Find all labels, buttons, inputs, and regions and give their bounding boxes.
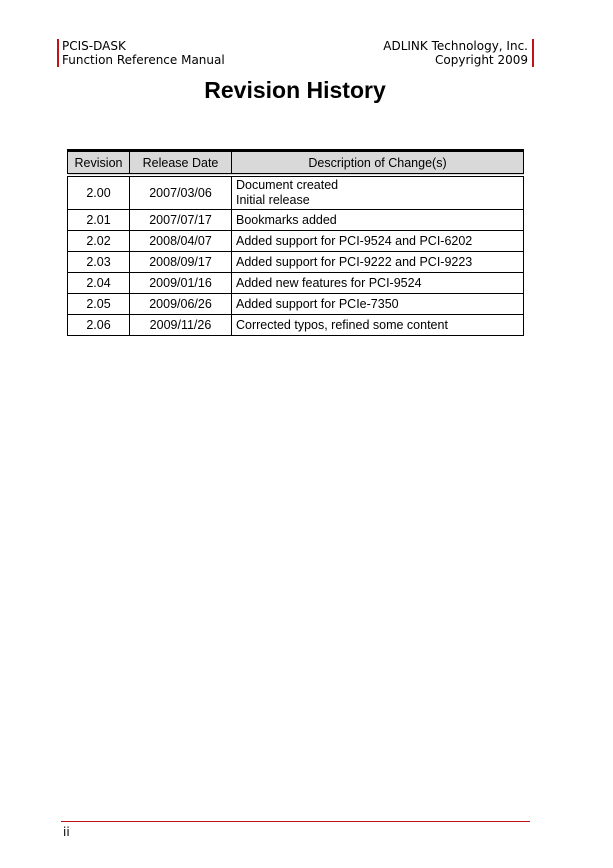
page-number: ii (63, 825, 70, 839)
table-row (68, 273, 524, 294)
description-cell: Added support for PCIe-7350 (232, 294, 524, 315)
footer-divider (61, 821, 530, 822)
revision-cell: 2.01 (68, 210, 130, 231)
table-row (68, 252, 524, 273)
column-header-revision: Revision (68, 151, 130, 176)
column-header-release-date: Release Date (130, 151, 232, 176)
date-cell: 2009/01/16 (130, 273, 232, 294)
product-name: PCIS-DASK (62, 39, 126, 53)
description-line: Document created (236, 178, 339, 192)
revision-table-container (67, 149, 524, 336)
company-name: ADLINK Technology, Inc. (383, 39, 528, 53)
date-cell: 2009/11/26 (130, 315, 232, 336)
description-cell: Added new features for PCI-9524 (232, 273, 524, 294)
table-row (68, 294, 524, 315)
revision-cell: 2.03 (68, 252, 130, 273)
description-cell: Corrected typos, refined some content (232, 315, 524, 336)
table-row (68, 315, 524, 336)
revision-cell: 2.00 (68, 175, 130, 210)
revision-cell: 2.04 (68, 273, 130, 294)
column-header-description: Description of Change(s) (232, 151, 524, 176)
date-cell: 2009/06/26 (130, 294, 232, 315)
date-cell: 2007/03/06 (130, 175, 232, 210)
revision-cell: 2.06 (68, 315, 130, 336)
description-cell (232, 175, 524, 210)
table-row (68, 210, 524, 231)
date-cell: 2007/07/17 (130, 210, 232, 231)
revision-table (67, 149, 524, 336)
table-row (68, 175, 524, 210)
description-cell: Added support for PCI-9524 and PCI-6202 (232, 231, 524, 252)
description-cell: Bookmarks added (232, 210, 524, 231)
table-row (68, 231, 524, 252)
description-line: Initial release (236, 193, 310, 207)
manual-name: Function Reference Manual (62, 53, 225, 67)
page-title: Revision History (204, 77, 386, 103)
table-header-row (68, 151, 524, 176)
date-cell: 2008/09/17 (130, 252, 232, 273)
revision-cell: 2.02 (68, 231, 130, 252)
header-left (57, 39, 225, 67)
revision-cell: 2.05 (68, 294, 130, 315)
date-cell: 2008/04/07 (130, 231, 232, 252)
description-cell: Added support for PCI-9222 and PCI-9223 (232, 252, 524, 273)
copyright: Copyright 2009 (435, 53, 528, 67)
header-right (383, 39, 534, 67)
